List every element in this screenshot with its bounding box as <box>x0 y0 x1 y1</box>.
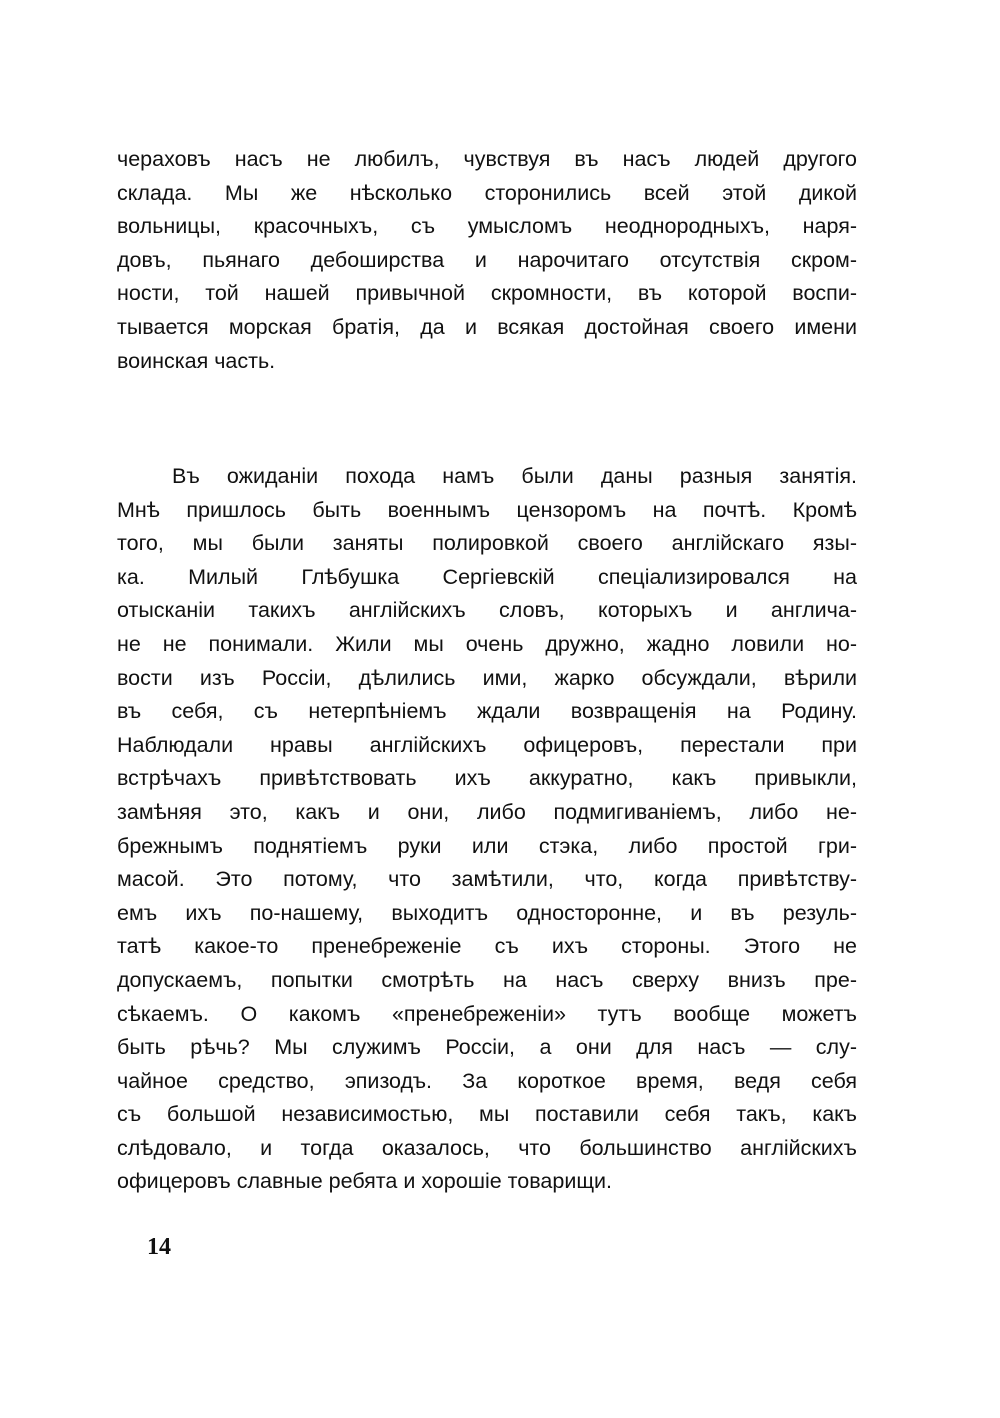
text-line: встрѣчахъ привѣтствовать ихъ аккуратно, какъ привыкли, <box>117 766 857 791</box>
text-line: того, мы были заняты полировкой своего англійскаго язы- <box>117 531 857 556</box>
text-line: не не понимали. Жили мы очень дружно, жадно ловили но- <box>117 631 857 656</box>
text-line: Въ ожиданіи похода намъ были даны разныя занятія. <box>172 464 857 488</box>
text-line: замѣняя это, какъ и они, либо подмигиваніемъ, либо не- <box>117 799 857 824</box>
text-line: Наблюдали нравы англійскихъ офицеровъ, перестали при <box>117 732 857 757</box>
text-line: быть рѣчь? Мы служимъ Россіи, а они для насъ — слу- <box>117 1035 857 1060</box>
text-line: отысканіи такихъ англійскихъ словъ, которыхъ и англича- <box>117 598 857 623</box>
text-line: воинская часть. <box>117 348 276 373</box>
text-line: брежнымъ поднятіемъ руки или стэка, либо простой гри- <box>117 833 857 858</box>
text-line: съ большой независимостью, мы поставили себя такъ, какъ <box>117 1102 857 1127</box>
text-line: чераховъ насъ не любилъ, чувствуя въ насъ людей другого <box>117 147 857 171</box>
text-line: татѣ какое-то пренебреженіе съ ихъ стороны. Этого не <box>117 934 857 959</box>
text-line: довъ, пьянаго дебоширства и нарочитаго отсутствія скром- <box>117 247 857 272</box>
page-number: 14 <box>147 1234 171 1260</box>
text-line: склада. Мы же нѣсколько сторонились всей этой дикой <box>117 180 857 205</box>
text-line: емъ ихъ по-нашему, выходитъ односторонне, и въ резуль- <box>117 900 857 925</box>
text-line: чайное средство, эпизодъ. За короткое время, ведя себя <box>117 1068 857 1093</box>
text-line: тывается морская братія, да и всякая достойная своего имени <box>117 314 857 339</box>
text-line: масой. Это потому, что замѣтили, что, когда привѣтству- <box>117 867 857 892</box>
text-line: офицеровъ славные ребята и хорошіе товарищи. <box>117 1169 613 1194</box>
text-line: слѣдовало, и тогда оказалось, что большинство англійскихъ <box>117 1135 857 1160</box>
text-line: Мнѣ пришлось быть военнымъ цензоромъ на почтѣ. Кромѣ <box>117 497 857 522</box>
paragraph-2 <box>117 460 857 1199</box>
text-line: вости изъ Россіи, дѣлились ими, жарко обсуждали, вѣрили <box>117 665 857 690</box>
text-line: ности, той нашей привычной скромности, въ которой воспи- <box>117 281 857 306</box>
text-line: въ себя, съ нетерпѣніемъ ждали возвращенія на Родину. <box>117 699 857 724</box>
paragraph-1 <box>117 143 857 378</box>
text-line: вольницы, красочныхъ, съ умысломъ неоднородныхъ, наря- <box>117 214 857 239</box>
text-line: допускаемъ, попытки смотрѣть на насъ сверху внизъ пре- <box>117 967 857 992</box>
text-line: ка. Милый Глѣбушка Сергіевскій спеціализировался на <box>117 564 857 589</box>
text-line: сѣкаемъ. О какомъ «пренебреженіи» тутъ вообще можетъ <box>117 1001 857 1026</box>
